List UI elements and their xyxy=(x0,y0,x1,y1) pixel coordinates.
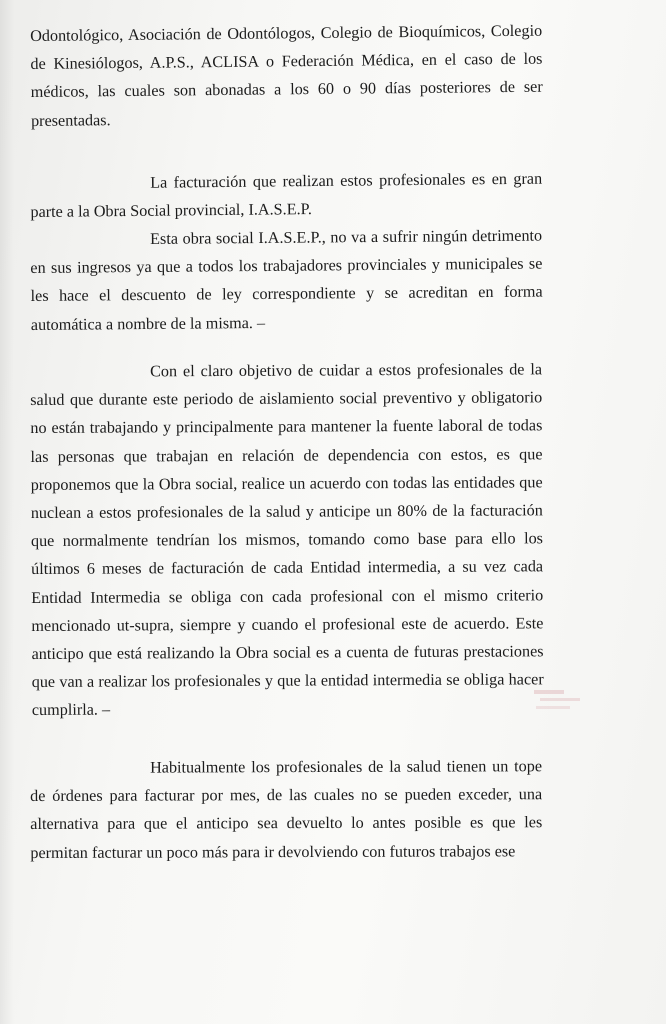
paragraph-1: Odontológico, Asociación de Odontólogos, Colegio de Bioquímicos, Colegio de Kinesiólogos, A.P.S., ACLISA o Federación Médica, en el caso de los médicos, las cuales son abonadas a los 60 o 90 días posteriores de ser presentadas. xyxy=(30,21,543,130)
paragraph-3: Esta obra social I.A.S.E.P., no va a sufrir ningún detrimento en sus ingresos ya que a todos los trabajadores provinciales y municipales se les hace el descuento de ley correspondiente y se acreditan en forma automática a nombre de la misma. – xyxy=(30,226,543,334)
paragraph-2: La facturación que realizan estos profesionales es en gran parte a la Obra Social provincial, I.A.S.E.P. xyxy=(30,169,543,222)
faded-stamp-mark xyxy=(532,686,592,716)
page-edge-shadow xyxy=(0,0,14,1024)
paragraph-5: Habitualmente los profesionales de la salud tienen un tope de órdenes para facturar por mes, de las cuales no se pueden exceder, una alternativa para que el anticipo sea devuelto lo antes posible es que les permitan facturar un poco más para ir devolviendo con futuros trabajos ese xyxy=(30,757,543,862)
paragraph-4: Con el claro objetivo de cuidar a estos profesionales de la salud que durante este periodo de aislamiento social preventivo y obligatorio no están trabajando y principalmente para mantener la fuente laboral de todas las personas que trabajan en relación de dependencia con estos, es que proponemos que la Obra social, realice un acuerdo con todas las entidades que nuclean a estos profesionales de la salud y anticipe un 80% de la facturación que normalmente tendrían los mismos, tomando como base para ello los últimos 6 meses de facturación de cada Entidad intermedia, a su vez cada Entidad Intermedia se obliga con cada profesional con el mismo criterio mencionado ut-supra, siempre y cuando el profesional este de acuerdo. Este anticipo que está realizando la Obra social es a cuenta de futuras prestaciones que van a realizar los profesionales y que la entidad intermedia se obliga hacer cumplirla. – xyxy=(30,360,544,720)
